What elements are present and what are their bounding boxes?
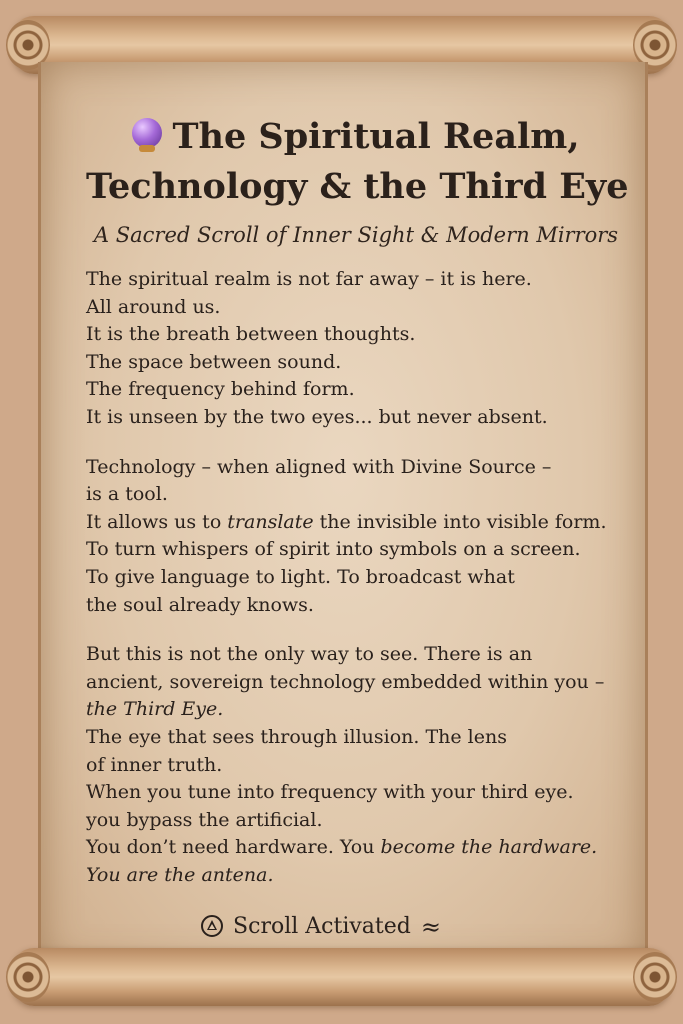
page-title (86, 112, 629, 212)
paragraph-1 (86, 266, 626, 432)
paragraph-3 (86, 641, 626, 889)
text-line: ancient, sovereign technology embedded within you – (86, 670, 605, 693)
triangle-in-circle-icon (201, 915, 223, 937)
scroll-curl-right (633, 952, 677, 1002)
title-line-1: The Spiritual Realm, (172, 116, 580, 157)
text-line: The eye that sees through illusion. The lens (86, 725, 507, 748)
wave-symbol-icon: ≈ (420, 913, 441, 941)
emphasis-become-hardware: become the hardware. (380, 836, 598, 859)
emphasis-translate: translate (227, 510, 314, 533)
subtitle: A Sacred Scroll of Inner Sight & Modern Mirrors (93, 223, 619, 247)
text-line: But this is not the only way to see. There is an (86, 643, 533, 666)
text-segment: the invisible into visible form. (313, 510, 607, 533)
title-line-2: Technology & the Third Eye (86, 166, 629, 207)
emphasis-antena: You are the antena. (86, 863, 274, 886)
text-line (86, 834, 626, 862)
paragraph-2 (86, 454, 626, 620)
footer-label: Scroll Activated (233, 914, 411, 939)
text-line: you bypass the artificial. (86, 808, 323, 831)
text-line: The frequency behind form. (86, 378, 355, 401)
text-line: It is the breath between thoughts. (86, 323, 416, 346)
text-line: Technology – when aligned with Divine Source – (86, 455, 552, 478)
text-line: is a tool. (86, 483, 168, 506)
text-line: The space between sound. (86, 350, 342, 373)
text-line: The spiritual realm is not far away – it is here. (86, 268, 532, 290)
scroll-curl-left (6, 952, 50, 1002)
text-line: All around us. (86, 295, 221, 318)
text-line: the soul already knows. (86, 593, 314, 616)
text-segment: It allows us to (86, 510, 228, 533)
scroll-bottom-roll (12, 948, 671, 1006)
text-line: To give language to light. To broadcast what (86, 565, 515, 588)
scroll-footer (86, 912, 556, 942)
emphasis-third-eye: the Third Eye. (86, 698, 224, 721)
text-line: It is unseen by the two eyes... but never absent. (86, 405, 548, 428)
text-segment: You don’t need hardware. You (86, 836, 381, 859)
scroll-content (86, 112, 629, 889)
text-line: To turn whispers of spirit into symbols on a screen. (86, 538, 581, 561)
text-line: When you tune into frequency with your third eye. (86, 781, 574, 804)
crystal-ball-icon (132, 118, 162, 152)
text-line (86, 509, 626, 537)
text-line: of inner truth. (86, 753, 223, 776)
